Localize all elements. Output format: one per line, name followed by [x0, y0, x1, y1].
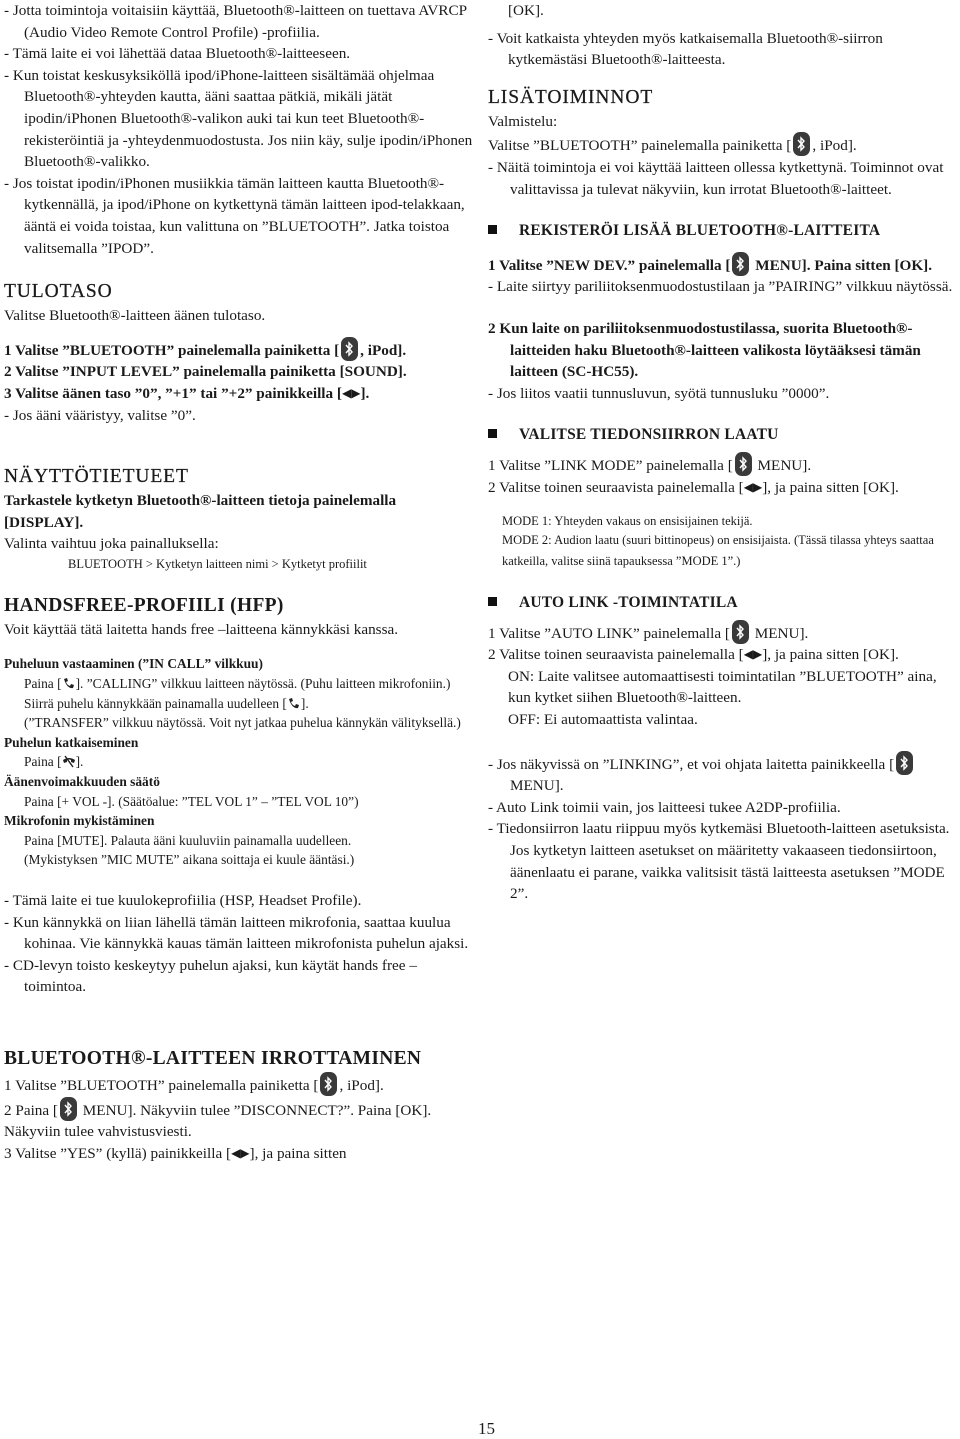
autolink-note-2: - Auto Link toimii vain, jos laitteesi tukee A2DP-profiilia.: [488, 798, 841, 816]
mode-1: MODE 1: Yhteyden vakaus on ensisijainen tekijä.: [502, 514, 753, 529]
nayttotietueet-desc: Valinta vaihtuu joka painalluksella:: [4, 535, 219, 553]
tulotaso-heading: TULOTASO: [4, 281, 113, 303]
nayttotietueet-bold: Tarkastele kytketyn Bluetooth®-laitteen tietoja painelemalla [DISPLAY].: [4, 492, 397, 531]
bluetooth-icon: [320, 1072, 337, 1096]
irrottaminen-step-1: 1 Valitse ”BLUETOOTH” painelemalla painiketta [ , iPod].: [4, 1072, 474, 1097]
rekisteroi-step-2: 2 Kun laite on pariliitoksenmuodostustilassa, suorita Bluetooth®-laitteiden haku Bluetooth®-laitteen valikosta löytääksesi tämän laitteen (SC-HC55).: [488, 319, 921, 381]
irrottaminen-step-3: 3 Valitse ”YES” (kyllä) painikkeilla [◀▶], ja paina sitten: [4, 1144, 347, 1162]
display-flow: BLUETOOTH > Kytketyn laitteen nimi > Kytketyt profiilit: [68, 556, 367, 571]
bluetooth-icon: [732, 252, 749, 276]
bluetooth-icon: [735, 452, 752, 476]
volume-step: Paina [+ VOL -]. (Säätöalue: ”TEL VOL 1” – ”TEL VOL 10”): [24, 793, 359, 809]
autolink-on: ON: Laite valitsee automaattisesti toimintatilan ”BLUETOOTH” aina, kun kytket siihen Bluetooth®-laitteen.: [508, 667, 937, 707]
mute-heading: Mikrofonin mykistäminen: [4, 813, 155, 829]
square-bullet-icon: [488, 597, 497, 606]
tulotaso-step-2: 2 Valitse ”INPUT LEVEL” painelemalla painiketta [SOUND].: [4, 363, 407, 381]
lisatoiminnot-heading: LISÄTOIMINNOT: [488, 86, 654, 108]
phone-icon: [287, 697, 301, 710]
square-bullet-icon: [488, 429, 497, 438]
laatu-step-2: 2 Valitse toinen seuraavista painelemalla [◀▶], ja paina sitten [OK].: [488, 478, 899, 496]
lisatoiminnot-select: Valitse ”BLUETOOTH” painelemalla painiketta [ , iPod].: [488, 132, 956, 157]
tulotaso-step-3: 3 Valitse äänen taso ”0”, ”+1” tai ”+2” painikkeilla [◀▶].: [4, 384, 370, 402]
hfp-note: - CD-levyn toisto keskeytyy puhelun ajaksi, kun käytät hands free –toimintoa.: [4, 956, 417, 996]
lisatoiminnot-note: - Näitä toimintoja ei voi käyttää laitteen ollessa kytkettynä. Toiminnot ovat valittavissa ja tulevat näkyviin, kun irrotat Bluetooth®-laitteet.: [488, 158, 944, 198]
hfp-note: - Kun kännykkä on liian lähellä tämän laitteen mikrofonia, saattaa kuulua kohinaa. Vie kännykkä kauas tämän laitteen mikrofonista puhelun ajaksi.: [4, 913, 469, 953]
left-right-arrows-icon: ◀▶: [231, 1145, 250, 1160]
mode-2: MODE 2: Audion laatu (suuri bittinopeus) on ensisijaista. (Tässä tilassa yhteys saattaa katkeilla, valitse siinä tapauksessa ”MODE 1”.): [502, 533, 934, 569]
hfp-heading: HANDSFREE-PROFIILI (HFP): [4, 594, 284, 616]
autolink-heading: AUTO LINK -TOIMINTATILA: [488, 592, 956, 614]
rekisteroi-note-1: - Laite siirtyy pariliitoksenmuodostustilaan ja ”PAIRING” vilkkuu näytössä.: [488, 278, 953, 296]
autolink-note-1: - Jos näkyvissä on ”LINKING”, et voi ohjata laitetta painikkeella [ MENU].: [488, 751, 956, 797]
rekisteroi-step-1: 1 Valitse ”NEW DEV.” painelemalla [ MENU]. Paina sitten [OK].: [488, 252, 956, 277]
bluetooth-icon: [732, 620, 749, 644]
bluetooth-icon: [793, 132, 810, 156]
answer-step-2: Siirrä puhelu kännykkään painamalla uudelleen [ ].: [24, 695, 309, 711]
phone-icon: [62, 677, 76, 690]
autolink-step-2: 2 Valitse toinen seuraavista painelemalla [◀▶], ja paina sitten [OK].: [488, 646, 899, 664]
bluetooth-icon: [896, 751, 913, 775]
end-call-heading: Puhelun katkaiseminen: [4, 734, 139, 750]
intro-note: - Jotta toimintoja voitaisiin käyttää, Bluetooth®-laitteen on tuettava AVRCP (Audio Video Remote Control Profile) -profiilia.: [4, 2, 467, 41]
answer-heading: Puheluun vastaaminen (”IN CALL” vilkkuu): [4, 656, 263, 672]
answer-step-3: (”TRANSFER” vilkkuu näytössä. Voit nyt jatkaa puhelua kännykän välityksellä.): [24, 715, 461, 731]
square-bullet-icon: [488, 225, 497, 234]
irrottaminen-heading: BLUETOOTH®-LAITTEEN IRROTTAMINEN: [4, 1047, 422, 1069]
rekisteroi-note-2: - Jos liitos vaatii tunnusluvun, syötä tunnusluku ”0000”.: [488, 384, 830, 402]
intro-note: - Jos toistat ipodin/iPhonen musiikkia tämän laitteen kautta Bluetooth®-kytkennällä, ja ipod/iPhone on kytkettynä tämän laitteen ipod-telakkaan, ääntä ei voida toistaa, kun valittuna on ”BLUETOOTH”. Jatka toistoa valitsemalla ”IPOD”.: [4, 174, 465, 257]
laatu-step-1: 1 Valitse ”LINK MODE” painelemalla [ MENU].: [488, 452, 956, 477]
hfp-note: - Tämä laite ei tue kuulokeprofiilia (HSP, Headset Profile).: [4, 892, 362, 909]
hang-up-icon: [62, 755, 76, 768]
laatu-heading: VALITSE TIEDONSIIRRON LAATU: [488, 424, 956, 446]
mute-step-2: (Mykistyksen ”MIC MUTE” aikana soittaja ei kuule ääntäsi.): [24, 852, 355, 868]
tulotaso-note: - Jos ääni vääristyy, valitse ”0”.: [4, 406, 196, 424]
intro-note: - Kun toistat keskusyksiköllä ipod/iPhone-laitteen sisältämää ohjelmaa Bluetooth®-yhteyden kautta, ääni saattaa pätkiä, mikäli jätät ipodin/iPhonen Bluetooth®-valikon auki tai kun teet Bluetooth®-rekisteröintiä ja -yhteydenmuodostusta. Jos niin käy, sulje ipodin/iPhonen Bluetooth®-valikko.: [4, 66, 473, 171]
autolink-note-3: - Tiedonsiirron laatu riippuu myös kytkemäsi Bluetooth-laitteen asetuksista. Jos kytketyn laitteen asetukset on määritetty vakaaseen tiedonsiirtoon, äänenlaatu ei parane, vaikka valitsisit tästä laitteesta asetuksen ”MODE 2”.: [488, 820, 950, 903]
irrottaminen-confirm: Näkyviin tulee vahvistusviesti.: [4, 1123, 192, 1141]
answer-step-1: Paina [ ]. ”CALLING” vilkkuu laitteen näytössä. (Puhu laitteen mikrofoniin.): [24, 676, 451, 692]
irrottaminen-continued: [OK].: [508, 2, 544, 19]
intro-note: - Tämä laite ei voi lähettää dataa Bluetooth®-laitteeseen.: [4, 45, 351, 63]
bluetooth-icon: [341, 337, 358, 361]
bluetooth-icon: [60, 1097, 77, 1121]
hfp-desc: Voit käyttää tätä laitetta hands free –laitteena kännykkäsi kanssa.: [4, 620, 399, 638]
disconnect-note: - Voit katkaista yhteyden myös katkaisemalla Bluetooth®-siirron kytkemästäsi Bluetooth®-laitteesta.: [488, 29, 883, 69]
tulotaso-desc: Valitse Bluetooth®-laitteen äänen tulotaso.: [4, 307, 266, 325]
nayttotietueet-heading: NÄYTTÖTIETUEET: [4, 466, 189, 488]
lisatoiminnot-prep: Valmistelu:: [488, 112, 558, 130]
mute-step-1: Paina [MUTE]. Palauta ääni kuuluviin painamalla uudelleen.: [24, 832, 352, 848]
irrottaminen-step-2: 2 Paina [ MENU]. Näkyviin tulee ”DISCONNECT?”. Paina [OK].: [4, 1097, 474, 1122]
volume-heading: Äänenvoimakkuuden säätö: [4, 774, 160, 790]
rekisteroi-heading: REKISTERÖI LISÄÄ BLUETOOTH®-LAITTEITA: [488, 220, 956, 242]
end-call-step: Paina [ ].: [24, 754, 84, 770]
left-column: [4, 0, 474, 1164]
autolink-off: OFF: Ei automaattista valintaa.: [508, 711, 698, 729]
right-column: [488, 0, 956, 905]
tulotaso-step-1: 1 Valitse ”BLUETOOTH” painelemalla painiketta [ , iPod].: [4, 337, 474, 362]
page-number: 15: [478, 1419, 495, 1438]
left-right-arrows-icon: ◀▶: [743, 479, 763, 494]
autolink-step-1: 1 Valitse ”AUTO LINK” painelemalla [ MENU].: [488, 620, 956, 645]
left-right-arrows-icon: ◀▶: [743, 647, 763, 662]
left-right-arrows-icon: ◀▶: [341, 385, 361, 400]
